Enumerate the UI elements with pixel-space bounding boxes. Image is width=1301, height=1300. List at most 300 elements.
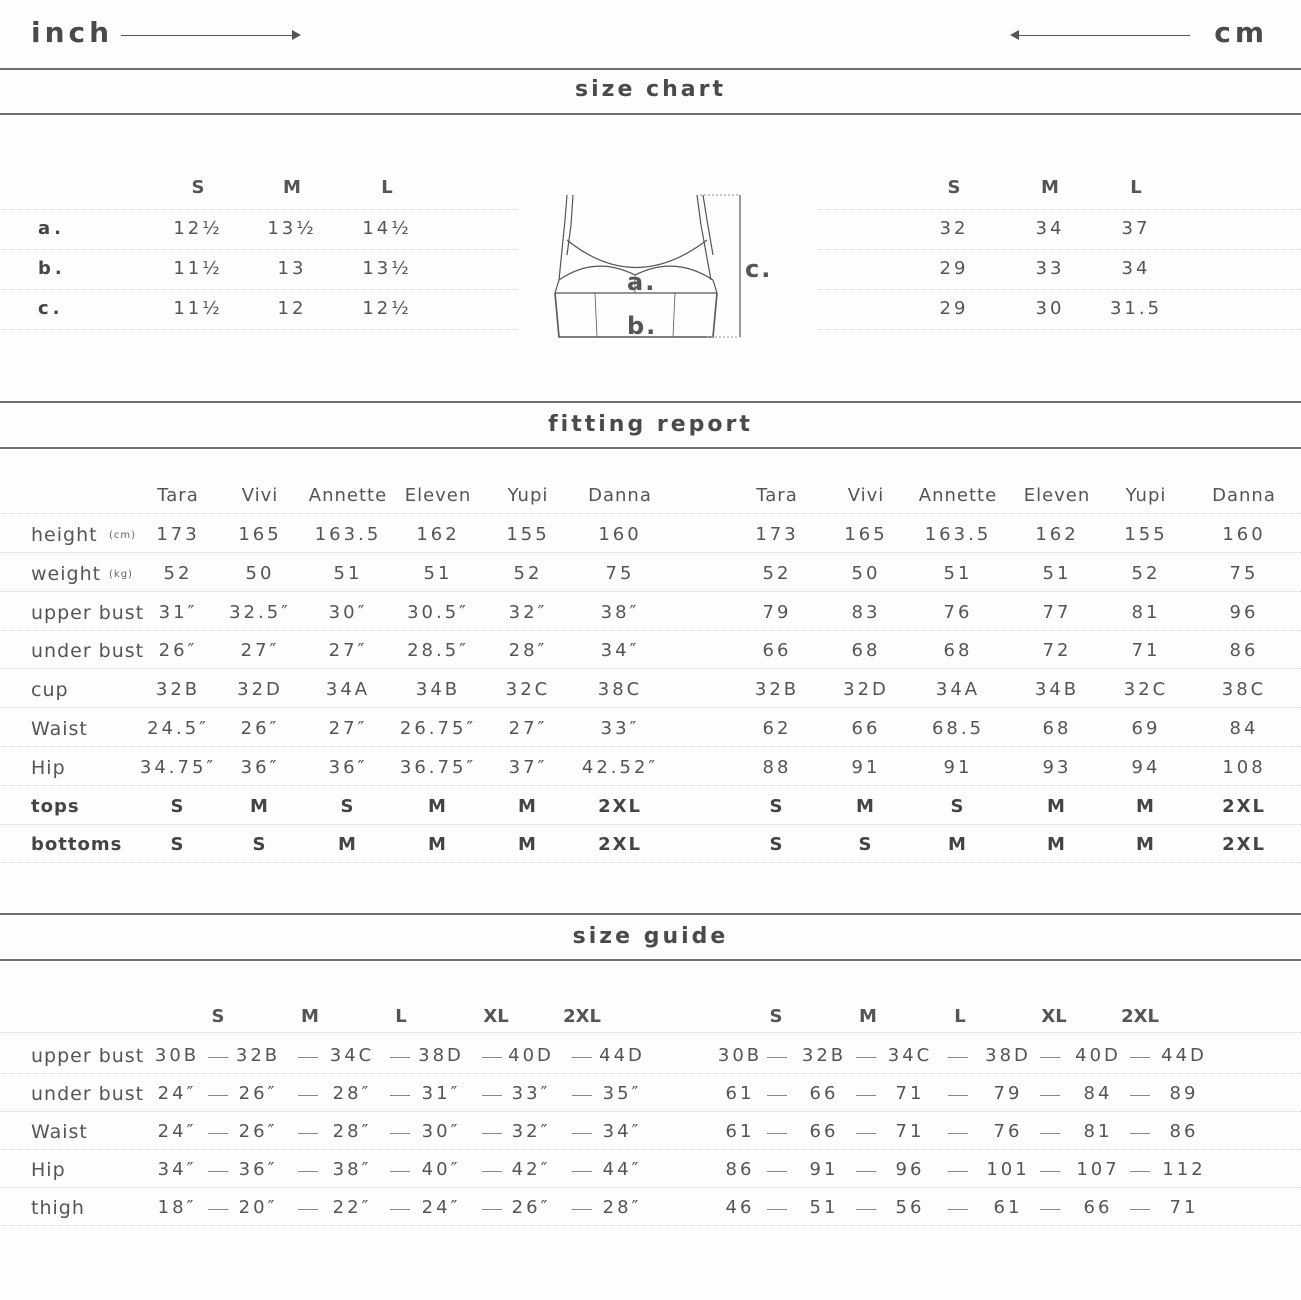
size-header: L	[954, 1006, 966, 1027]
range-dash	[767, 1209, 787, 1210]
guide-row-label: Waist	[31, 1121, 88, 1143]
inch-value: 28″	[508, 640, 548, 662]
inch-value: S	[252, 834, 268, 856]
inch-value: M	[518, 795, 538, 817]
cm-value: 56	[895, 1197, 925, 1218]
size-header: L	[381, 177, 393, 198]
cm-value: 71	[895, 1121, 925, 1142]
measure-label: c.	[38, 298, 64, 319]
inch-value: 51	[423, 562, 453, 584]
cm-value: 32B	[754, 679, 800, 701]
cm-value: 61	[993, 1197, 1023, 1218]
range-dash	[572, 1133, 592, 1134]
cm-value: M	[1136, 834, 1156, 856]
fitting-report-title: fitting report	[548, 412, 753, 437]
range-dash	[390, 1095, 410, 1096]
diagram-label-a: a.	[627, 268, 657, 296]
range-dash	[572, 1057, 592, 1058]
cm-value: 77	[1042, 601, 1072, 623]
unit-inch-label: inch	[31, 16, 114, 49]
row-separator	[0, 552, 1301, 553]
cm-value: 44D	[1161, 1045, 1207, 1066]
model-name: Vivi	[847, 485, 885, 506]
cm-value: 75	[1229, 562, 1259, 584]
inch-value: 50	[245, 562, 275, 584]
model-name: Eleven	[1023, 485, 1091, 506]
size-header: M	[301, 1006, 319, 1027]
cm-value: 163.5	[924, 524, 992, 545]
divider	[0, 447, 1301, 449]
range-dash	[208, 1171, 228, 1172]
inch-value: 34″	[600, 640, 640, 662]
cm-value: 165	[844, 524, 888, 545]
cm-value: 66	[1083, 1197, 1113, 1218]
row-separator	[818, 329, 1301, 330]
inch-value: 44D	[599, 1045, 645, 1066]
cm-value: 51	[943, 562, 973, 584]
cm-value: 112	[1162, 1159, 1206, 1180]
inch-value: 26″	[158, 640, 198, 662]
inch-value: 28″	[332, 1083, 372, 1104]
inch-value: 30″	[328, 601, 368, 623]
inch-value: 44″	[602, 1159, 642, 1180]
inch-value: 52	[513, 562, 543, 584]
size-header: L	[1130, 177, 1142, 198]
model-name: Eleven	[404, 485, 472, 506]
size-header: S	[769, 1006, 783, 1027]
inch-value: 32″	[511, 1121, 551, 1142]
cm-value: 89	[1169, 1083, 1199, 1104]
cm-value: 91	[851, 756, 881, 778]
range-dash	[948, 1209, 968, 1210]
cm-value: 34A	[935, 679, 981, 701]
range-dash	[572, 1209, 592, 1210]
inch-value: 35″	[602, 1083, 642, 1104]
cm-value: S	[769, 795, 785, 817]
row-separator	[0, 591, 1301, 592]
range-dash	[948, 1133, 968, 1134]
inch-value: 20″	[238, 1197, 278, 1218]
guide-row-label: Hip	[31, 1159, 66, 1181]
size-guide-title: size guide	[572, 924, 729, 949]
cm-value: 86	[1229, 640, 1259, 662]
range-dash	[482, 1209, 502, 1210]
cm-value: 79	[762, 601, 792, 623]
row-separator	[0, 1032, 1301, 1033]
inch-value: 26″	[511, 1197, 551, 1218]
cm-value: 52	[1131, 562, 1161, 584]
cm-value: 32D	[843, 679, 889, 701]
range-dash	[1130, 1095, 1150, 1096]
inch-value: 30″	[421, 1121, 461, 1142]
cm-value: 91	[943, 756, 973, 778]
measure-label: b.	[38, 258, 66, 279]
inch-value: 52	[163, 562, 193, 584]
row-separator	[0, 630, 1301, 631]
inch-value: 42.52″	[581, 756, 659, 778]
inch-value: 36″	[328, 756, 368, 778]
cm-value: S	[858, 834, 874, 856]
range-dash	[948, 1171, 968, 1172]
cm-value: 91	[809, 1159, 839, 1180]
row-separator	[0, 209, 517, 210]
cm-value: M	[856, 795, 876, 817]
inch-value: M	[250, 795, 270, 817]
size-header: 2XL	[1121, 1006, 1159, 1027]
fitting-row-label: Hip	[31, 756, 66, 779]
cm-value: 81	[1131, 601, 1161, 623]
range-dash	[948, 1095, 968, 1096]
range-dash	[1040, 1171, 1060, 1172]
cm-value: 96	[1229, 601, 1259, 623]
range-dash	[767, 1057, 787, 1058]
inch-value: 12½	[173, 218, 223, 239]
range-dash	[767, 1095, 787, 1096]
inch-value: 38″	[332, 1159, 372, 1180]
cm-value: 34B	[1034, 679, 1080, 701]
inch-value: 26″	[238, 1083, 278, 1104]
range-dash	[1130, 1057, 1150, 1058]
inch-value: 28.5″	[407, 640, 469, 662]
cm-value: 71	[1131, 640, 1161, 662]
measure-label: a.	[38, 218, 65, 239]
size-header: S	[211, 1006, 225, 1027]
cm-value: 96	[895, 1159, 925, 1180]
cm-value: 29	[939, 258, 969, 279]
inch-value: 36″	[240, 756, 280, 778]
inch-value: 27″	[508, 718, 548, 739]
cm-value: 86	[725, 1159, 755, 1180]
cm-value: 51	[1042, 562, 1072, 584]
inch-value: 165	[238, 524, 282, 545]
inch-value: 24″	[157, 1121, 197, 1142]
fitting-row-label: upper bust	[31, 601, 145, 624]
inch-value: 11½	[173, 258, 223, 279]
inch-value: 2XL	[598, 834, 642, 856]
cm-value: 76	[943, 601, 973, 623]
range-dash	[208, 1209, 228, 1210]
range-dash	[856, 1209, 876, 1210]
guide-row-label: upper bust	[31, 1045, 145, 1067]
cm-value: 173	[755, 524, 799, 545]
inch-value: 32.5″	[229, 601, 291, 623]
row-separator	[818, 249, 1301, 250]
right-arrow	[121, 35, 293, 36]
cm-value: 107	[1076, 1159, 1120, 1180]
inch-value: 38″	[600, 601, 640, 623]
model-name: Danna	[588, 485, 652, 506]
cm-value: 62	[762, 718, 792, 739]
inch-value: 32C	[505, 679, 551, 701]
cm-value: 83	[851, 601, 881, 623]
row-separator	[0, 513, 1301, 514]
row-separator	[0, 707, 1301, 708]
cm-value: 29	[939, 298, 969, 319]
range-dash	[856, 1133, 876, 1134]
inch-value: 31″	[158, 601, 198, 623]
fitting-row-label: cup	[31, 679, 69, 702]
cm-value: 34C	[887, 1045, 933, 1066]
inch-value: 13½	[362, 258, 412, 279]
cm-value: 38C	[1221, 679, 1267, 701]
inch-value: 37″	[508, 756, 548, 778]
inch-value: 14½	[362, 218, 412, 239]
cm-value: 108	[1222, 756, 1266, 778]
cm-value: S	[950, 795, 966, 817]
inch-value: 18″	[157, 1197, 197, 1218]
row-separator	[0, 329, 517, 330]
range-dash	[767, 1171, 787, 1172]
cm-value: 81	[1083, 1121, 1113, 1142]
inch-value: 40″	[421, 1159, 461, 1180]
range-dash	[482, 1095, 502, 1096]
range-dash	[856, 1057, 876, 1058]
range-dash	[856, 1095, 876, 1096]
size-header: 2XL	[563, 1006, 601, 1027]
row-separator	[0, 1187, 1301, 1188]
inch-value: 28″	[332, 1121, 372, 1142]
range-dash	[298, 1171, 318, 1172]
row-separator	[0, 1225, 1301, 1226]
range-dash	[856, 1171, 876, 1172]
inch-value: S	[170, 795, 186, 817]
inch-value: 34B	[415, 679, 461, 701]
inch-value: 36″	[238, 1159, 278, 1180]
inch-value: 26″	[240, 718, 280, 739]
range-dash	[1130, 1133, 1150, 1134]
cm-value: 32B	[801, 1045, 847, 1066]
inch-value: 38C	[597, 679, 643, 701]
model-name: Annette	[918, 485, 998, 506]
range-dash	[572, 1171, 592, 1172]
cm-value: 94	[1131, 756, 1161, 778]
cm-value: 2XL	[1222, 834, 1266, 856]
inch-value: 34″	[157, 1159, 197, 1180]
cm-value: 86	[1169, 1121, 1199, 1142]
inch-value: M	[338, 834, 358, 856]
inch-value: 40D	[508, 1045, 554, 1066]
cm-value: 61	[725, 1083, 755, 1104]
inch-value: M	[428, 834, 448, 856]
row-separator	[0, 824, 1301, 825]
unit-cm-label: cm	[1214, 16, 1268, 49]
inch-value: 11½	[173, 298, 223, 319]
range-dash	[298, 1209, 318, 1210]
inch-value: 28″	[602, 1197, 642, 1218]
size-header: XL	[1041, 1006, 1067, 1027]
inch-value: 163.5	[314, 524, 382, 545]
cm-value: 101	[986, 1159, 1030, 1180]
inch-value: 32″	[508, 601, 548, 623]
size-header: L	[395, 1006, 407, 1027]
inch-value: 32D	[237, 679, 283, 701]
inch-value: 173	[156, 524, 200, 545]
range-dash	[390, 1133, 410, 1134]
divider	[0, 401, 1301, 403]
row-separator	[0, 785, 1301, 786]
row-separator	[0, 289, 517, 290]
left-arrow	[1018, 35, 1190, 36]
range-dash	[298, 1133, 318, 1134]
model-name: Danna	[1212, 485, 1276, 506]
model-name: Tara	[756, 485, 798, 506]
cm-value: M	[1136, 795, 1156, 817]
inch-value: 51	[333, 562, 363, 584]
fitting-row-label: Waist	[31, 718, 88, 740]
cm-value: 66	[809, 1121, 839, 1142]
inch-value: 33″	[511, 1083, 551, 1104]
range-dash	[482, 1133, 502, 1134]
row-separator	[0, 249, 517, 250]
inch-value: 24″	[157, 1083, 197, 1104]
model-name: Annette	[308, 485, 388, 506]
inch-value: 27″	[328, 640, 368, 662]
cm-value: 46	[725, 1197, 755, 1218]
range-dash	[390, 1057, 410, 1058]
cm-value: 68.5	[931, 718, 985, 739]
cm-value: 88	[762, 756, 792, 778]
cm-value: 40D	[1075, 1045, 1121, 1066]
range-dash	[298, 1095, 318, 1096]
fitting-row-label: height	[31, 524, 98, 546]
cm-value: M	[948, 834, 968, 856]
cm-value: 52	[762, 562, 792, 584]
cm-value: 51	[809, 1197, 839, 1218]
range-dash	[1040, 1095, 1060, 1096]
row-separator	[0, 1149, 1301, 1150]
inch-value: 13½	[267, 218, 317, 239]
cm-value: 34	[1121, 258, 1151, 279]
range-dash	[948, 1057, 968, 1058]
cm-value: 68	[943, 640, 973, 662]
cm-value: 71	[895, 1083, 925, 1104]
cm-value: 30B	[717, 1045, 763, 1066]
cm-value: 30	[1035, 298, 1065, 319]
inch-value: S	[340, 795, 356, 817]
guide-row-label: under bust	[31, 1083, 145, 1105]
cm-value: 66	[851, 718, 881, 739]
inch-value: 34″	[602, 1121, 642, 1142]
inch-value: 38D	[418, 1045, 464, 1066]
cm-value: 71	[1169, 1197, 1199, 1218]
inch-value: 26″	[238, 1121, 278, 1142]
inch-value: 32B	[235, 1045, 281, 1066]
inch-value: 12	[277, 298, 307, 319]
divider	[0, 113, 1301, 115]
cm-value: 69	[1131, 718, 1161, 739]
cm-value: 155	[1124, 524, 1168, 545]
range-dash	[390, 1209, 410, 1210]
model-name: Tara	[157, 485, 199, 506]
divider	[0, 959, 1301, 961]
inch-value: 24.5″	[147, 718, 209, 739]
cm-value: 37	[1121, 218, 1151, 239]
cm-value: 160	[1222, 524, 1266, 545]
inch-value: 2XL	[598, 795, 642, 817]
inch-value: 30.5″	[407, 601, 469, 623]
cm-value: M	[1047, 834, 1067, 856]
size-header: S	[191, 177, 205, 198]
inch-value: 155	[506, 524, 550, 545]
cm-value: 79	[993, 1083, 1023, 1104]
inch-value: 26.75″	[399, 718, 477, 739]
inch-value: 24″	[421, 1197, 461, 1218]
inch-value: 27″	[240, 640, 280, 662]
inch-value: 27″	[328, 718, 368, 739]
inch-value: 34A	[325, 679, 371, 701]
diagram-label-b: b.	[627, 312, 658, 340]
cm-value: 162	[1035, 524, 1079, 545]
size-header: M	[283, 177, 301, 198]
range-dash	[208, 1133, 228, 1134]
fitting-row-label: bottoms	[31, 834, 123, 856]
range-dash	[208, 1095, 228, 1096]
inch-value: 12½	[362, 298, 412, 319]
cm-value: 72	[1042, 640, 1072, 662]
range-dash	[572, 1095, 592, 1096]
range-dash	[1130, 1171, 1150, 1172]
size-header: M	[1041, 177, 1059, 198]
cm-value: S	[769, 834, 785, 856]
cm-value: 32	[939, 218, 969, 239]
row-separator	[818, 209, 1301, 210]
range-dash	[482, 1057, 502, 1058]
inch-value: 32B	[155, 679, 201, 701]
fitting-row-label: under bust	[31, 640, 145, 663]
range-dash	[1130, 1209, 1150, 1210]
cm-value: 61	[725, 1121, 755, 1142]
inch-value: 160	[598, 524, 642, 545]
inch-value: S	[170, 834, 186, 856]
cm-value: 38D	[985, 1045, 1031, 1066]
divider	[0, 913, 1301, 915]
inch-value: 31″	[421, 1083, 461, 1104]
cm-value: 31.5	[1109, 298, 1163, 319]
cm-value: 84	[1229, 718, 1259, 739]
model-name: Vivi	[241, 485, 279, 506]
inch-value: 42″	[511, 1159, 551, 1180]
size-header: M	[859, 1006, 877, 1027]
range-dash	[298, 1057, 318, 1058]
model-name: Yupi	[507, 485, 549, 506]
divider	[0, 68, 1301, 70]
size-header: XL	[483, 1006, 509, 1027]
inch-value: 13	[277, 258, 307, 279]
cm-value: 66	[809, 1083, 839, 1104]
inch-value: 34.75″	[139, 756, 217, 778]
inch-value: 30B	[154, 1045, 200, 1066]
range-dash	[1040, 1133, 1060, 1134]
range-dash	[1040, 1209, 1060, 1210]
inch-value: M	[518, 834, 538, 856]
row-separator	[0, 1111, 1301, 1112]
size-chart-title: size chart	[575, 77, 726, 102]
inch-value: M	[428, 795, 448, 817]
cm-value: 2XL	[1222, 795, 1266, 817]
model-name: Yupi	[1125, 485, 1167, 506]
range-dash	[482, 1171, 502, 1172]
cm-value: 76	[993, 1121, 1023, 1142]
range-dash	[208, 1057, 228, 1058]
row-separator	[0, 862, 1301, 863]
unit-note: (kg)	[109, 568, 133, 580]
inch-value: 22″	[332, 1197, 372, 1218]
row-separator	[0, 746, 1301, 747]
cm-value: 68	[1042, 718, 1072, 739]
cm-value: 66	[762, 640, 792, 662]
inch-value: 162	[416, 524, 460, 545]
cm-value: 34	[1035, 218, 1065, 239]
